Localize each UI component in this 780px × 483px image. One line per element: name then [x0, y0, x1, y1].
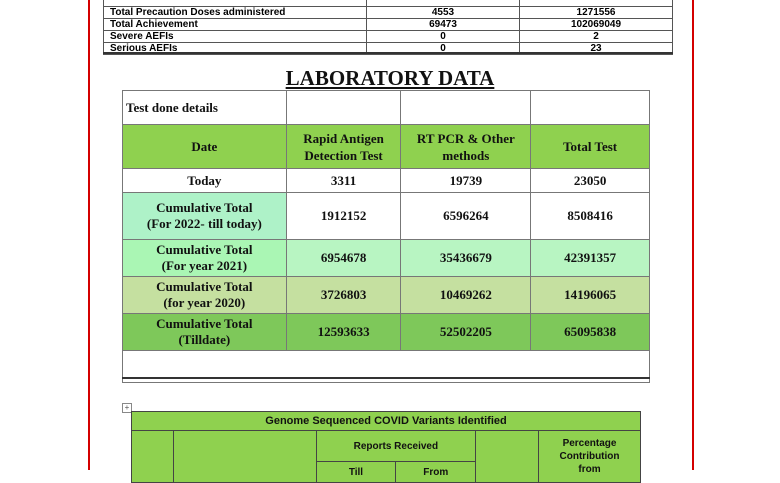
table-cell: 102069049 [520, 19, 673, 31]
table-cell: 6954678 [286, 240, 401, 277]
table-divider [103, 52, 673, 54]
table-cell: 0 [367, 31, 520, 43]
table-row [123, 277, 650, 314]
from-header: From [396, 462, 476, 483]
table-cell: 8508416 [531, 193, 650, 240]
table-cell: 3726803 [286, 277, 401, 314]
table-move-handle-icon[interactable]: + [122, 403, 132, 413]
table-row [123, 169, 650, 193]
table-row [123, 314, 650, 351]
row-label: Today [123, 169, 287, 193]
lab-title: LABORATORY DATA [285, 66, 495, 90]
table-cell [173, 431, 316, 483]
row-label-line: Cumulative Total [156, 316, 253, 331]
laboratory-table [122, 90, 650, 383]
table-cell: 1271556 [520, 7, 673, 19]
table-cell: 12593633 [286, 314, 401, 351]
till-header: Till [316, 462, 396, 483]
table-cell [286, 91, 401, 125]
table-cell: 19739 [401, 169, 531, 193]
table-row [123, 193, 650, 240]
table-cell [531, 91, 650, 125]
table-row [104, 31, 673, 43]
table-cell [476, 431, 539, 483]
row-label-line: (Tilldate) [178, 332, 231, 347]
table-header-row [123, 125, 650, 169]
table-cell: Total Precaution Doses administered [104, 7, 367, 19]
column-header: Total Test [531, 125, 650, 169]
table-row [104, 19, 673, 31]
row-label [123, 314, 287, 351]
genome-title: Genome Sequenced COVID Variants Identified [132, 412, 641, 431]
test-details-label: Test done details [123, 91, 287, 125]
row-label [123, 277, 287, 314]
column-header: Rapid Antigen Detection Test [286, 125, 401, 169]
vaccination-table [103, 0, 673, 55]
row-label-line: (For 2022- till today) [146, 216, 262, 231]
table-cell: 2 [520, 31, 673, 43]
row-label [123, 193, 287, 240]
table-row [123, 240, 650, 277]
table-cell: 3311 [286, 169, 401, 193]
table-cell: 23050 [531, 169, 650, 193]
table-cell: Serious AEFIs [104, 43, 367, 55]
row-label-line: Cumulative Total [156, 242, 253, 257]
table-cell: 14196065 [531, 277, 650, 314]
column-header: RT PCR & Other methods [401, 125, 531, 169]
table-cell: 6596264 [401, 193, 531, 240]
row-label-line: Cumulative Total [156, 279, 253, 294]
header-line: from [578, 464, 601, 475]
header-line: Contribution [559, 451, 620, 462]
table-title-row [132, 412, 641, 431]
table-cell: 69473 [367, 19, 520, 31]
table-cell: 65095838 [531, 314, 650, 351]
table-cell: 1912152 [286, 193, 401, 240]
table-cell: Total Achievement [104, 19, 367, 31]
table-cell: 52502205 [401, 314, 531, 351]
row-label [123, 240, 287, 277]
table-cell [132, 431, 174, 483]
table-cell: 42391357 [531, 240, 650, 277]
table-cell: 4553 [367, 7, 520, 19]
row-label-line: (For year 2021) [161, 258, 248, 273]
header-line: Percentage [562, 438, 617, 449]
column-header: Date [123, 125, 287, 169]
row-label-line: (for year 2020) [163, 295, 246, 310]
table-cell [401, 91, 531, 125]
table-cell: 0 [367, 43, 520, 55]
table-cell: 10469262 [401, 277, 531, 314]
table-header-row [132, 431, 641, 462]
table-cell: 35436679 [401, 240, 531, 277]
reports-received-header: Reports Received [316, 431, 476, 462]
table-cell: 23 [520, 43, 673, 55]
genome-variants-table [131, 411, 641, 483]
table-cell: Severe AEFIs [104, 31, 367, 43]
percentage-header [539, 431, 641, 483]
table-row [104, 7, 673, 19]
table-divider [122, 377, 650, 379]
table-row [123, 91, 650, 125]
row-label-line: Cumulative Total [156, 200, 253, 215]
